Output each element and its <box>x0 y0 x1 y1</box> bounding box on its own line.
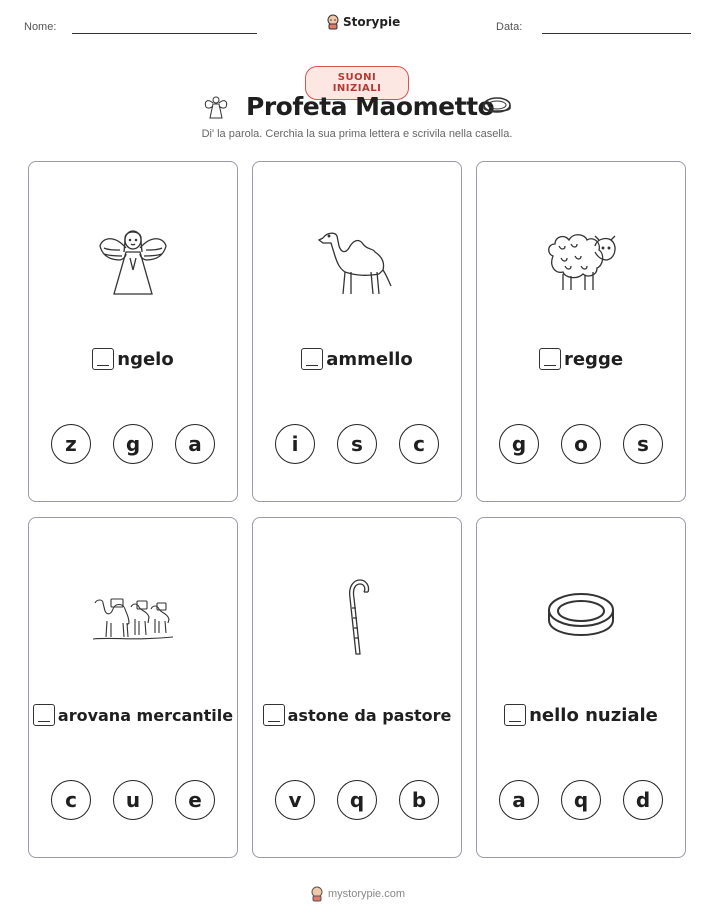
word-ending: astone da pastore <box>287 705 452 725</box>
letter-option[interactable]: c <box>399 424 439 464</box>
camel-icon <box>317 226 397 298</box>
storypie-mascot-icon <box>310 886 324 902</box>
letter-option[interactable]: c <box>51 780 91 820</box>
letter-option[interactable]: g <box>499 424 539 464</box>
letter-option[interactable]: u <box>113 780 153 820</box>
letter-option[interactable]: q <box>337 780 377 820</box>
letter-option[interactable]: q <box>561 780 601 820</box>
answer-box[interactable] <box>92 348 114 370</box>
letter-option[interactable]: o <box>561 424 601 464</box>
letter-option[interactable]: i <box>275 424 315 464</box>
word-ending: arovana mercantile <box>57 705 234 725</box>
worksheet-card <box>476 517 686 858</box>
worksheet-card <box>252 161 462 502</box>
sheep-icon <box>543 226 619 298</box>
letter-option[interactable]: z <box>51 424 91 464</box>
letter-option[interactable]: a <box>175 424 215 464</box>
word-row <box>29 348 237 370</box>
word-ending: ammello <box>326 348 413 370</box>
caravan-icon <box>93 593 173 643</box>
date-label: Data: <box>496 21 523 33</box>
worksheet-card <box>28 517 238 858</box>
word-ending: ngelo <box>117 348 174 370</box>
answer-box[interactable] <box>301 348 323 370</box>
letter-option[interactable]: s <box>337 424 377 464</box>
answer-box[interactable] <box>33 704 55 726</box>
word-row <box>29 704 237 726</box>
brand-name: Storypie <box>343 15 401 29</box>
worksheet-card <box>28 161 238 502</box>
name-line[interactable] <box>72 33 257 34</box>
storypie-mascot-icon <box>326 14 340 30</box>
date-line[interactable] <box>542 33 691 34</box>
footer-url[interactable]: mystorypie.com <box>328 888 406 900</box>
angel-icon <box>202 93 230 121</box>
word-row <box>253 704 461 726</box>
worksheet-card <box>476 161 686 502</box>
instructions: Di' la parola. Cerchia la sua prima lettera e scrivila nella casella. <box>201 128 513 140</box>
word-row <box>253 348 461 370</box>
category-badge: SUONI INIZIALI <box>305 66 409 100</box>
letter-option[interactable]: v <box>275 780 315 820</box>
ring-icon <box>482 95 512 117</box>
answer-box[interactable] <box>539 348 561 370</box>
worksheet-card <box>252 517 462 858</box>
ring-icon <box>545 590 617 646</box>
word-row <box>477 704 685 726</box>
page-title: Profeta Maometto <box>246 92 495 121</box>
word-ending: nello nuziale <box>529 704 658 726</box>
letter-option[interactable]: g <box>113 424 153 464</box>
word-ending: regge <box>563 348 624 370</box>
brand-logo <box>326 14 400 30</box>
shepherd-staff-icon <box>342 578 372 658</box>
angel-icon <box>98 226 168 298</box>
answer-box[interactable] <box>504 704 526 726</box>
letter-option[interactable]: a <box>499 780 539 820</box>
letter-option[interactable]: e <box>175 780 215 820</box>
letter-option[interactable]: s <box>623 424 663 464</box>
word-row <box>477 348 685 370</box>
name-label: Nome: <box>24 21 57 33</box>
answer-box[interactable] <box>263 704 285 726</box>
footer <box>310 886 405 902</box>
letter-option[interactable]: b <box>399 780 439 820</box>
letter-option[interactable]: d <box>623 780 663 820</box>
